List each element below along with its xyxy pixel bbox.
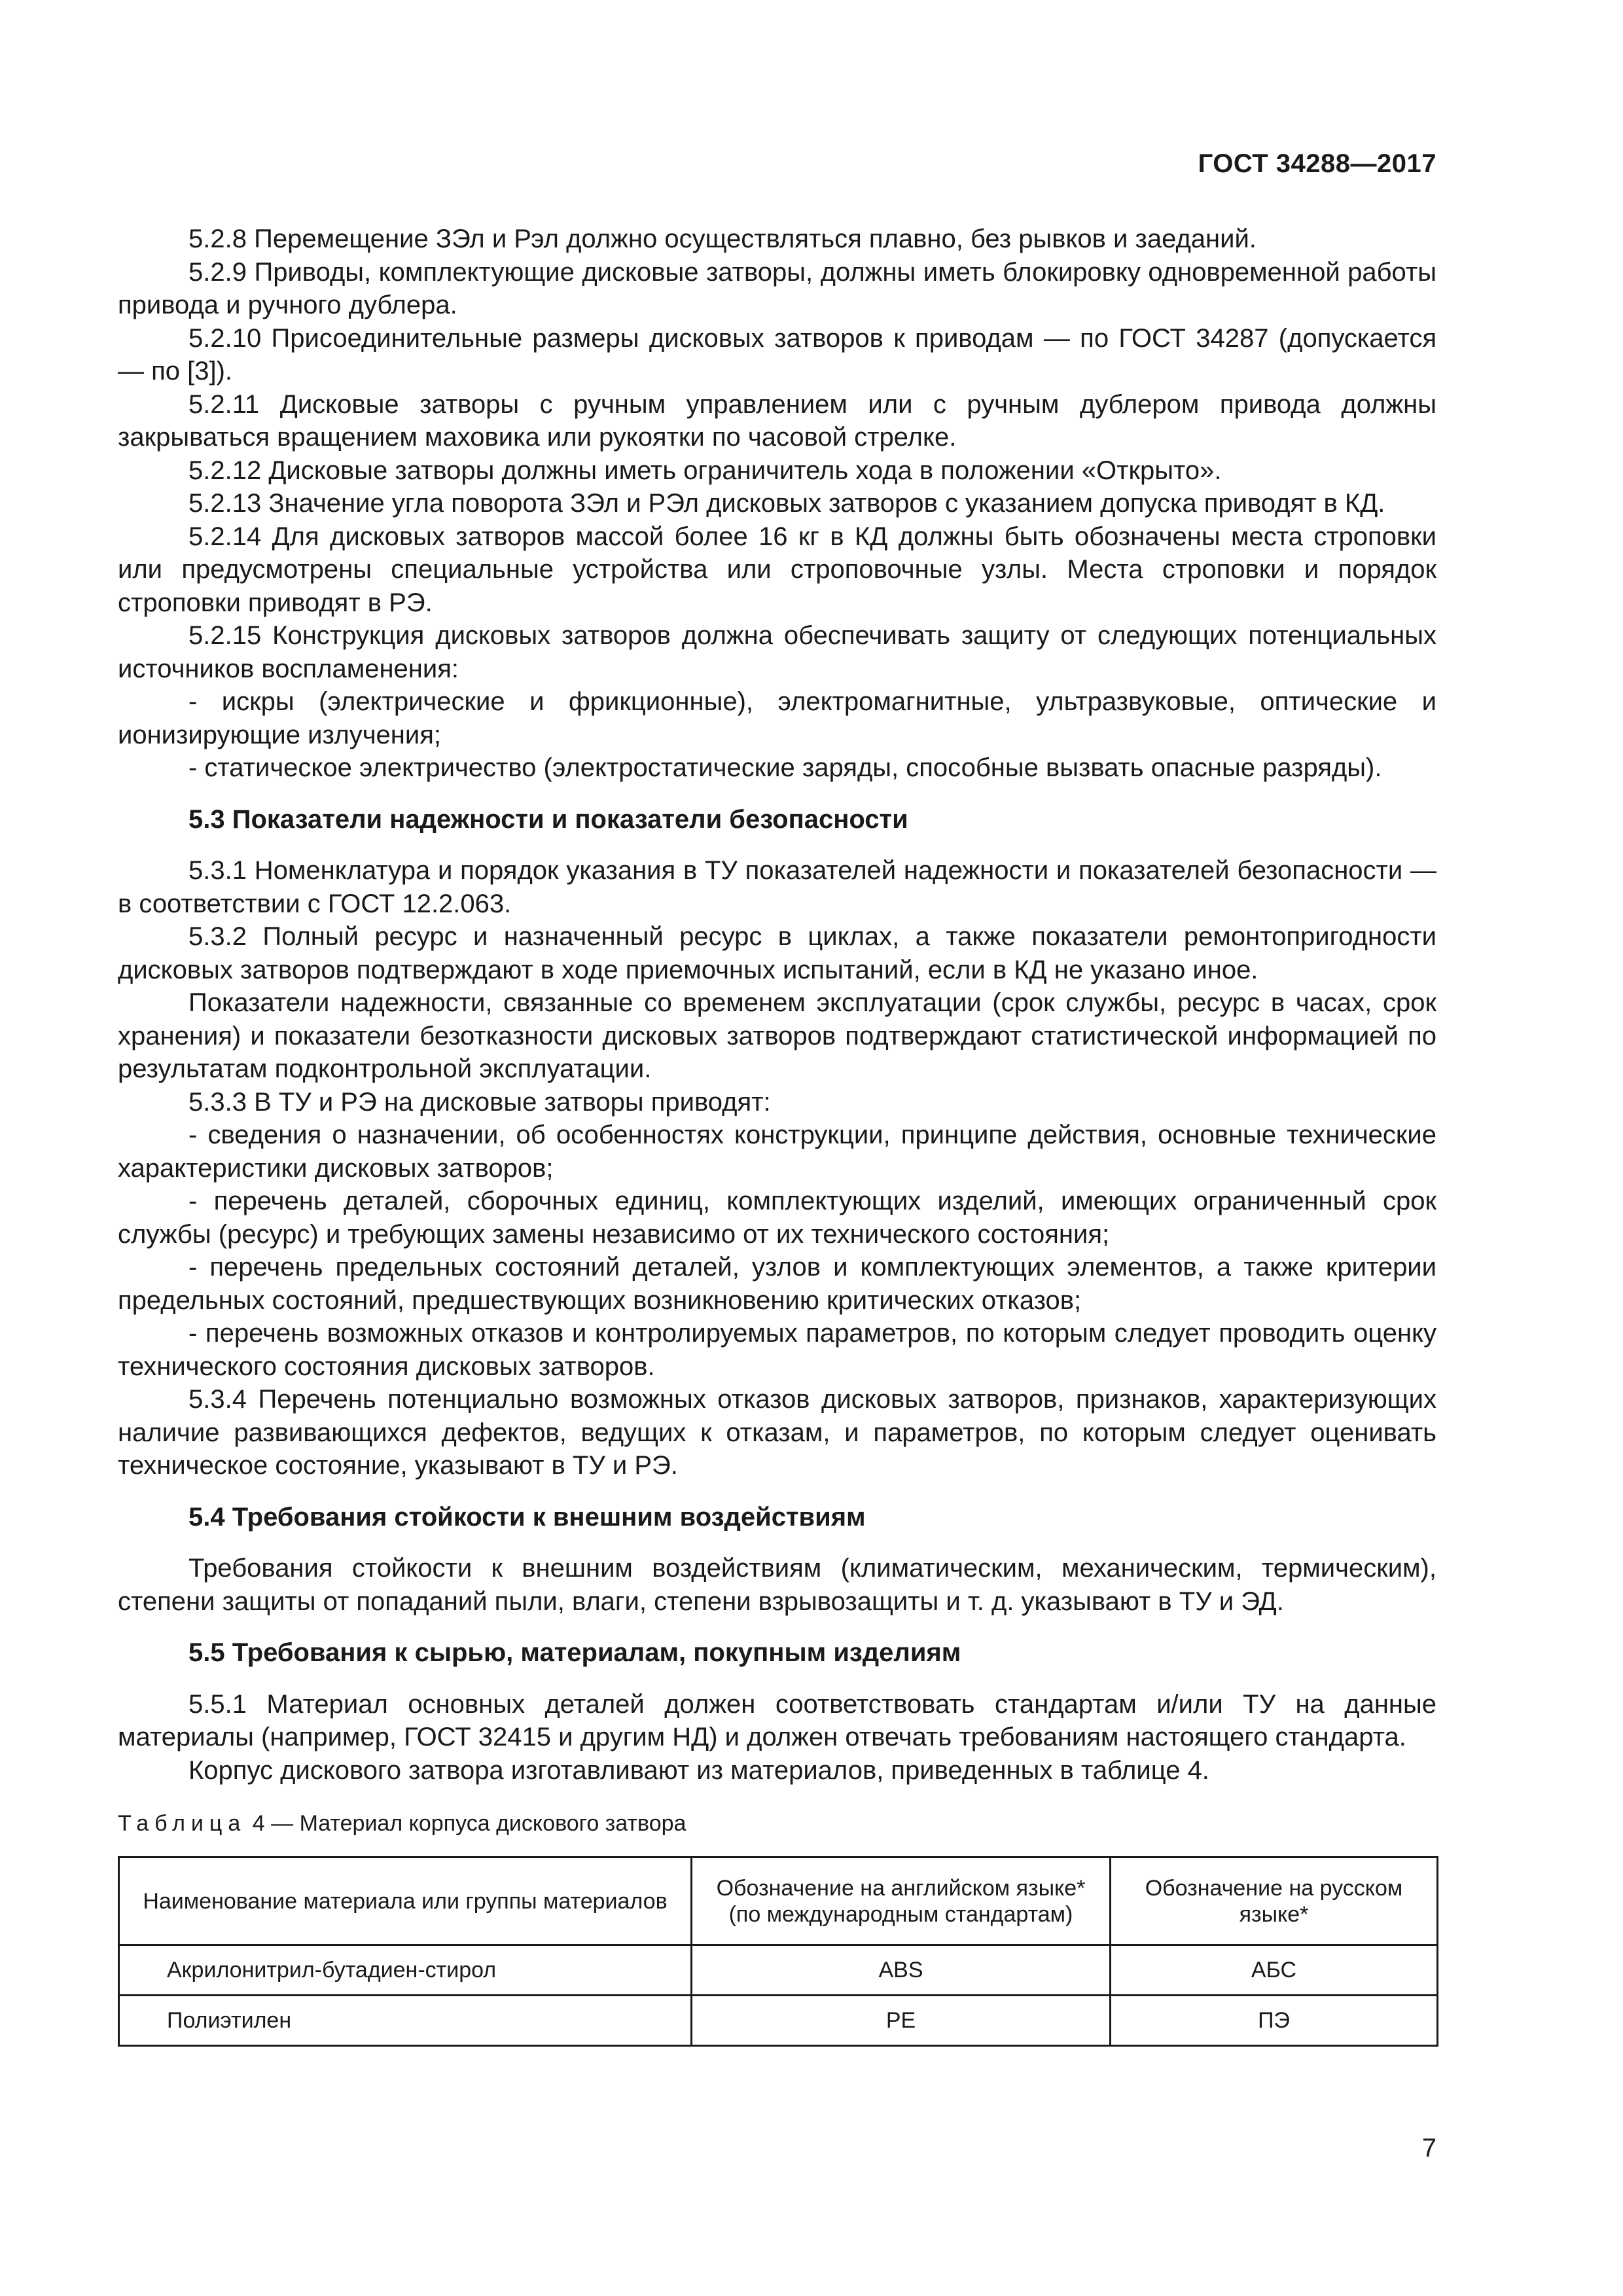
clause-5-3-3: 5.3.3 В ТУ и РЭ на дисковые затворы приводят: <box>188 1087 771 1117</box>
table-cell: ABS <box>692 1945 1111 1996</box>
standard-header: ГОСТ 34288—2017 <box>1198 149 1436 178</box>
table-caption <box>118 1810 1436 1837</box>
clause-5-2-14: 5.2.14 Для дисковых затворов массой более 16 кг в КД должны быть обозначены места строповки или предусмотрены специальные устройства или строповочные узлы. Места строповки и порядок строповки приводят в РЭ. <box>118 522 1436 617</box>
table-caption-text: 4 — Материал корпуса дискового затвора <box>252 1811 687 1836</box>
table-header-row <box>119 1857 1438 1945</box>
list-item: - перечень предельных состояний деталей, узлов и комплектующих элементов, а также критерии предельных состояний, предшествующих возникновению критических отказов; <box>118 1253 1436 1315</box>
table-cell: Полиэтилен <box>119 1996 692 2046</box>
document-body <box>118 223 1436 2047</box>
list-item: - перечень деталей, сборочных единиц, комплектующих изделий, имеющих ограниченный срок службы (ресурс) и требующих замены независимо от их технического состояния; <box>118 1187 1436 1249</box>
paragraph: Показатели надежности, связанные со временем эксплуатации (срок службы, ресурс в часах, срок хранения) и показатели безотказности дисковых затворов подтверждают статистической информацией по результатам подконтрольной эксплуатации. <box>118 988 1436 1083</box>
table-cell: Акрилонитрил-бутадиен-стирол <box>119 1945 692 1996</box>
page-number: 7 <box>1421 2134 1436 2162</box>
list-item: - перечень возможных отказов и контролируемых параметров, по которым следует проводить оценку технического состояния дисковых затворов. <box>118 1319 1436 1381</box>
column-header-english: Обозначение на английском языке* (по международным стандартам) <box>692 1857 1111 1945</box>
section-heading-5-5: 5.5 Требования к сырью, материалам, покупным изделиям <box>188 1638 961 1667</box>
table-cell: АБС <box>1111 1945 1438 1996</box>
table-row <box>119 1945 1438 1996</box>
clause-5-2-13: 5.2.13 Значение угла поворота ЗЭл и РЭл дисковых затворов с указанием допуска приводят в КД. <box>188 489 1385 518</box>
table-cell: PE <box>692 1996 1111 2046</box>
clause-5-5-1: 5.5.1 Материал основных деталей должен соответствовать стандартам и/или ТУ на данные материалы (например, ГОСТ 32415 и другим НД) и должен отвечать требованиям настоящего стандарта. <box>118 1689 1436 1751</box>
clause-5-2-15: 5.2.15 Конструкция дисковых затворов должна обеспечивать защиту от следующих потенциальных источников воспламенения: <box>118 621 1436 683</box>
clause-5-3-1: 5.3.1 Номенклатура и порядок указания в ТУ показателей надежности и показателей безопасности — в соответствии с ГОСТ 12.2.063. <box>118 856 1436 918</box>
clause-5-2-8: 5.2.8 Перемещение ЗЭл и Рэл должно осуществляться плавно, без рывков и заеданий. <box>188 224 1257 253</box>
clause-5-2-10: 5.2.10 Присоединительные размеры дисковых затворов к приводам — по ГОСТ 34287 (допускается — по [3]). <box>118 323 1436 386</box>
clause-5-3-4: 5.3.4 Перечень потенциально возможных отказов дисковых затворов, признаков, характеризующих наличие развивающихся дефектов, ведущих к отказам, и параметров, по которым следует оценивать техническое состояние, указывают в ТУ и РЭ. <box>118 1385 1436 1480</box>
table-cell: ПЭ <box>1111 1996 1438 2046</box>
list-item: - искры (электрические и фрикционные), электромагнитные, ультразвуковые, оптические и ионизирующие излучения; <box>118 687 1436 749</box>
column-header-material: Наименование материала или группы материалов <box>119 1857 692 1945</box>
clause-5-3-2: 5.3.2 Полный ресурс и назначенный ресурс в циклах, а также показатели ремонтопригодности дисковых затворов подтверждают в ходе приемочных испытаний, если в КД не указано иное. <box>118 922 1436 984</box>
materials-table <box>118 1856 1438 2047</box>
table-caption-label: Таблица <box>118 1811 247 1836</box>
list-item: - сведения о назначении, об особенностях конструкции, принципе действия, основные технические характеристики дисковых затворов; <box>118 1121 1436 1183</box>
clause-5-2-12: 5.2.12 Дисковые затворы должны иметь ограничитель хода в положении «Открыто». <box>188 456 1222 485</box>
clause-5-2-11: 5.2.11 Дисковые затворы с ручным управлением или с ручным дублером привода должны закрываться вращением маховика или рукоятки по часовой стрелке. <box>118 389 1436 452</box>
table-row <box>119 1996 1438 2046</box>
clause-5-2-9: 5.2.9 Приводы, комплектующие дисковые затворы, должны иметь блокировку одновременной работы привода и ручного дублера. <box>118 257 1436 319</box>
document-page <box>118 0 1436 2296</box>
paragraph: Корпус дискового затвора изготавливают из материалов, приведенных в таблице 4. <box>188 1755 1209 1785</box>
section-heading-5-4: 5.4 Требования стойкости к внешним воздействиям <box>188 1502 866 1532</box>
column-header-russian: Обозначение на русском языке* <box>1111 1857 1438 1945</box>
list-item: - статическое электричество (электростатические заряды, способные вызвать опасные разряды). <box>188 753 1382 782</box>
section-heading-5-3: 5.3 Показатели надежности и показатели безопасности <box>188 804 908 834</box>
paragraph: Требования стойкости к внешним воздействиям (климатическим, механическим, термическим), степени защиты от попаданий пыли, влаги, степени взрывозащиты и т. д. указывают в ТУ и ЭД. <box>118 1554 1436 1616</box>
